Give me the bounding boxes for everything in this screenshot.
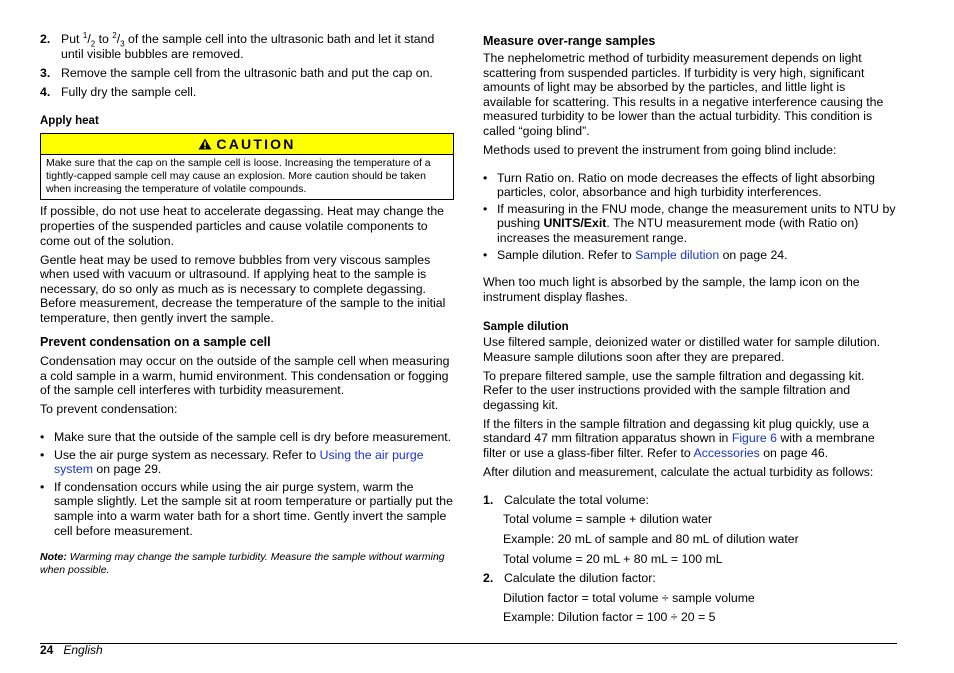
methods-intro: Methods used to prevent the instrument from going blind include: xyxy=(483,143,837,158)
figure-6-link[interactable]: Figure 6 xyxy=(731,431,777,446)
calc-line: Total volume = sample + dilution water xyxy=(503,512,713,527)
apply-heat-heading: Apply heat xyxy=(40,115,99,128)
caution-label: CAUTION xyxy=(216,135,296,152)
calc-step-1 xyxy=(483,493,897,508)
prevent-intro: To prevent condensation: xyxy=(40,402,178,417)
footer xyxy=(40,643,103,657)
step-text: Calculate the dilution factor: xyxy=(504,571,656,586)
list-item-text: Turn Ratio on. Ratio on mode decreases the effects of light absorbing particles, color, absorbance and high turbidity interferences. xyxy=(497,170,876,200)
step-text: Calculate the total volume: xyxy=(504,492,649,507)
caution-header xyxy=(41,134,453,155)
dilution-paragraph-1: Use filtered sample, deionized water or distilled water for sample dilution. Measure sample dilutions soon after they are prepared. xyxy=(483,334,881,364)
list-item-text: Use the air purge system as necessary. Refer to Using the air purge system on page 29. xyxy=(54,447,424,477)
step-2 xyxy=(40,32,454,61)
heat-paragraph-2: Gentle heat may be used to remove bubbles from very viscous samples when used with vacuum or ultrasound. If applying heat to the sample is necessary, do so only as much as is necessary to complete degassing. Before measurement, decrease the temperature of the sample to the initial temperature, then gently invert the sample. xyxy=(40,252,446,326)
calc-line: Example: 20 mL of sample and 80 mL of dilution water xyxy=(503,531,799,546)
air-purge-link[interactable]: Using the air purge system xyxy=(54,447,424,477)
calc-step-2 xyxy=(483,571,897,586)
note xyxy=(40,551,454,577)
list-item-text: If measuring in the FNU mode, change the measurement units to NTU by pushing UNITS/Exit. The NTU measurement mode (with Ratio on) increases the measurement range. xyxy=(497,201,896,246)
list-item-text: Make sure that the outside of the sample cell is dry before measurement. xyxy=(54,430,452,444)
dilution-paragraph-3: If the filters in the sample filtration and degassing kit plug quickly, use a standard 47 mm filtration apparatus shown in Figure 6 with a membrane filter or use a glass-fiber filter. Refer to Accessories on page 46. xyxy=(483,416,875,461)
list-item: • Sample dilution. Refer to Sample dilution on page 24. xyxy=(483,247,788,262)
accessories-link[interactable]: Accessories xyxy=(693,446,760,461)
list-item: • If condensation occurs while using the air purge system, warm the sample slightly. Let the sample sit at room temperature or partially put the sample into a warm water bath for a short time. Gently invert the sample cell before measurement. xyxy=(40,479,453,538)
list-item-text: If condensation occurs while using the air purge system, warm the sample slightly. Let the sample sit at room temperature or partially put the sample into a warm water bath for a short time. Gently invert the sample cell before measurement. xyxy=(54,479,453,538)
list-item: • Turn Ratio on. Ratio on mode decreases the effects of light absorbing particles, color, absorbance and high turbidity interferences. xyxy=(483,171,897,200)
condensation-paragraph: Condensation may occur on the outside of the sample cell when measuring a cold sample in a warm, humid environment. This condensation or fogging of the sample cell interferes with turbidity measurement. xyxy=(40,354,450,398)
step-number: 4. xyxy=(40,84,51,99)
sample-dilution-link[interactable]: Sample dilution xyxy=(635,247,720,262)
footer-language: English xyxy=(63,643,103,657)
overrange-paragraph: The nephelometric method of turbidity measurement depends on light scattering from suspended particles. If turbidity is very high, significant amounts of light may be absorbed by the particles, and little light is available for scattering. This results in a negative interference causing the measured turbidity to be lower than the actual turbidity. This condition is called “going blind”. xyxy=(483,51,884,138)
caution-box xyxy=(40,133,454,200)
note-text: Warming may change the sample turbidity. Measure the sample without warming when possible. xyxy=(40,551,445,577)
footer-divider xyxy=(40,643,897,644)
step-4 xyxy=(40,85,454,100)
step-number: 2. xyxy=(40,32,51,46)
right-column xyxy=(483,30,897,625)
list-item: • If measuring in the FNU mode, change the measurement units to NTU by pushing UNITS/Exit. The NTU measurement mode (with Ratio on) increases the measurement range. xyxy=(483,201,896,246)
step-number: 3. xyxy=(40,65,51,80)
condensation-heading: Prevent condensation on a sample cell xyxy=(40,334,271,349)
overrange-heading: Measure over-range samples xyxy=(483,34,656,48)
caution-text: Make sure that the cap on the sample cell is loose. Increasing the temperature of a tightly-capped sample cell may cause an explosion. More caution should be taken when increasing the temperature of volatile compounds. xyxy=(46,156,431,195)
calc-line: Example: Dilution factor = 100 ÷ 20 = 5 xyxy=(503,610,716,625)
list-item: • Make sure that the outside of the sample cell is dry before measurement. xyxy=(40,430,452,444)
step-text: Fully dry the sample cell. xyxy=(61,84,197,99)
heat-paragraph-1: If possible, do not use heat to accelerate degassing. Heat may change the properties of the suspended particles and cause volatile components to come out of the solution. xyxy=(40,204,445,248)
list-item-text: Sample dilution. Refer to Sample dilution on page 24. xyxy=(497,247,788,262)
page-number: 24 xyxy=(40,643,54,657)
step-text: Put $^1/_2$ to $^2/_3$ of the sample cell into the ultrasonic bath and let it stand until visible bubbles are removed. xyxy=(61,30,435,61)
step-number: 2. xyxy=(483,571,494,586)
left-column xyxy=(40,30,454,577)
calc-line: Total volume = 20 mL + 80 mL = 100 mL xyxy=(503,551,723,566)
dilution-paragraph-4: After dilution and measurement, calculate the actual turbidity as follows: xyxy=(483,465,874,480)
step-text: Remove the sample cell from the ultrasonic bath and put the cap on. xyxy=(61,65,433,80)
lamp-paragraph: When too much light is absorbed by the sample, the lamp icon on the instrument display flashes. xyxy=(483,275,860,304)
dilution-heading: Sample dilution xyxy=(483,321,569,334)
dilution-paragraph-2: To prepare filtered sample, use the sample filtration and degassing kit. Refer to the user instructions provided with the sample filtration and degassing kit. xyxy=(483,368,865,412)
note-label: Note: xyxy=(40,551,67,564)
units-exit-key: UNITS/Exit xyxy=(543,216,607,231)
list-item: • Use the air purge system as necessary. Refer to Using the air purge system on page 29. xyxy=(40,448,454,477)
calc-line: Dilution factor = total volume ÷ sample volume xyxy=(503,590,755,605)
step-number: 1. xyxy=(483,492,494,507)
warning-icon xyxy=(198,138,212,150)
step-3 xyxy=(40,66,454,81)
